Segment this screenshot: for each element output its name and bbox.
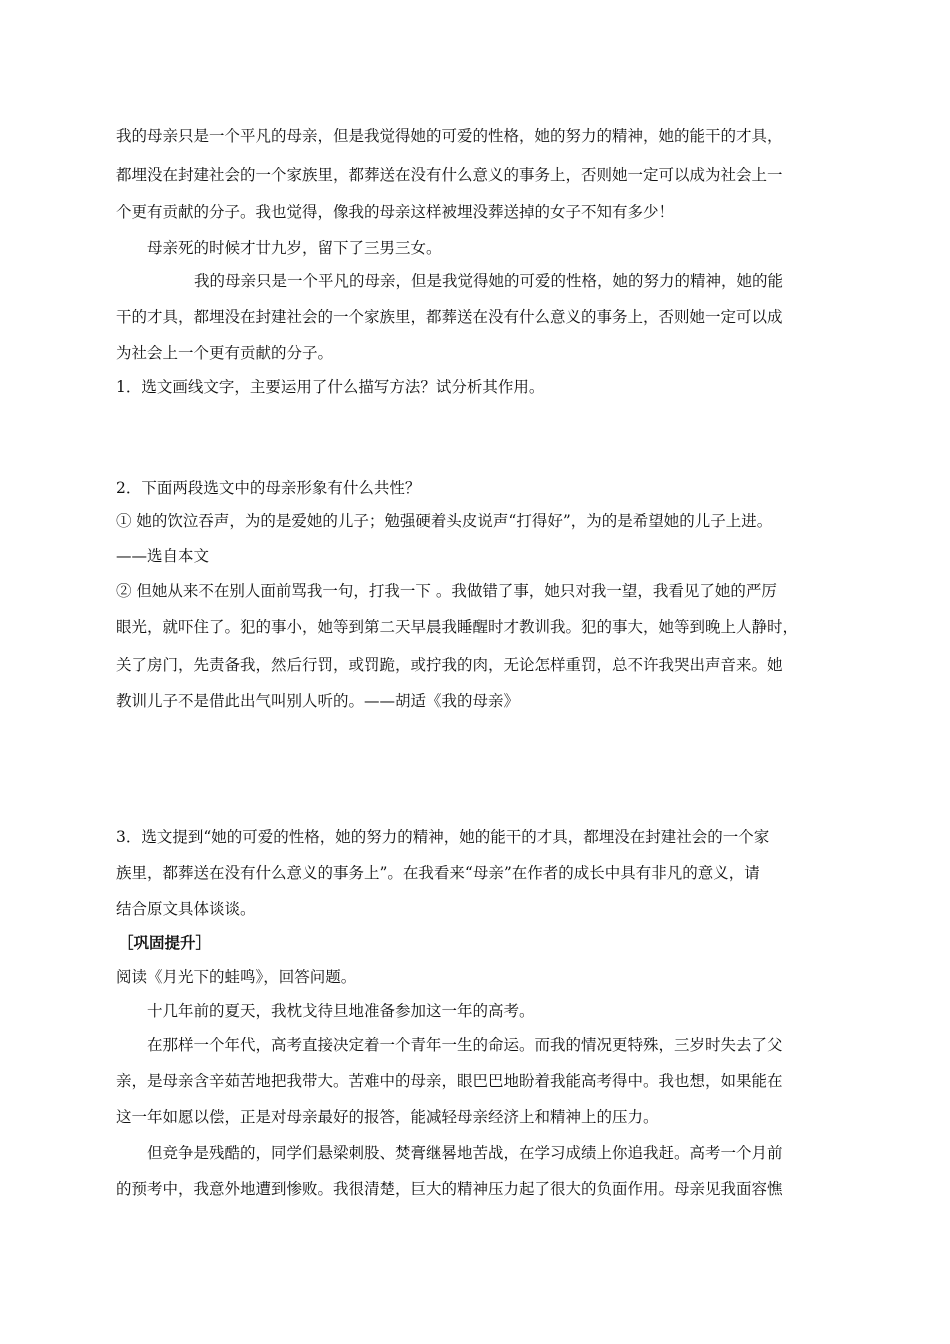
text-line: 关了房门，先责备我，然后行罚，或罚跪，或拧我的肉，无论怎样重罚，总不许我哭出声音来。她 — [116, 656, 783, 674]
text-line: 都埋没在封建社会的一个家族里，都葬送在没有什么意义的事务上，否则她一定可以成为社会上一 — [116, 166, 783, 184]
text-line: 结合原文具体谈谈。 — [116, 900, 256, 918]
text-line: 这一年如愿以偿，正是对母亲最好的报答，能减轻母亲经济上和精神上的压力。 — [116, 1108, 659, 1126]
text-line: 十几年前的夏天，我枕戈待旦地准备参加这一年的高考。 — [147, 1002, 535, 1020]
question-1: 1．选文画线文字，主要运用了什么描写方法？试分析其作用。 — [116, 378, 545, 396]
text-line: 我的母亲只是一个平凡的母亲，但是我觉得她的可爱的性格，她的努力的精神，她的能干的才具， — [116, 127, 783, 145]
text-line: ② 但她从来不在别人面前骂我一句，打我一下 。我做错了事，她只对我一望，我看见了她的严厉 — [116, 582, 777, 600]
section-heading: ［巩固提升］ — [118, 934, 212, 952]
text-line: 族里，都葬送在没有什么意义的事务上”。在我看来“母亲”在作者的成长中具有非凡的意义，请 — [116, 864, 760, 882]
text-line: 母亲死的时候才廿九岁，留下了三男三女。 — [147, 239, 442, 257]
question-3: 3．选文提到“她的可爱的性格，她的努力的精神，她的能干的才具，都埋没在封建社会的一个家 — [116, 828, 770, 846]
source-note: ——选自本文 — [116, 547, 210, 565]
text-line: 干的才具，都埋没在封建社会的一个家族里，都葬送在没有什么意义的事务上，否则她一定可以成 — [116, 308, 783, 326]
text-line: 阅读《月光下的蛙鸣》，回答问题。 — [116, 968, 357, 986]
text-line: 我的母亲只是一个平凡的母亲，但是我觉得她的可爱的性格，她的努力的精神，她的能 — [194, 272, 784, 290]
text-line: 教训儿子不是借此出气叫别人听的。——胡适《我的母亲》 — [116, 692, 520, 710]
text-line: 但竞争是残酷的，同学们悬梁刺股、焚膏继晷地苦战，在学习成绩上你追我赶。高考一个月前 — [147, 1144, 783, 1162]
text-line: 在那样一个年代，高考直接决定着一个青年一生的命运。而我的情况更特殊，三岁时失去了父 — [147, 1036, 783, 1054]
text-line: ① 她的饮泣吞声，为的是爱她的儿子；勉强硬着头皮说声“打得好”，为的是希望她的儿子上进。 — [116, 512, 773, 530]
text-line: 为社会上一个更有贡献的分子。 — [116, 344, 334, 362]
text-line: 的预考中，我意外地遭到惨败。我很清楚，巨大的精神压力起了很大的负面作用。母亲见我面容憔 — [116, 1180, 783, 1198]
text-line: 亲，是母亲含辛茹苦地把我带大。苦难中的母亲，眼巴巴地盼着我能高考得中。我也想，如果能在 — [116, 1072, 783, 1090]
question-2: 2．下面两段选文中的母亲形象有什么共性？ — [116, 479, 421, 497]
text-line: 个更有贡献的分子。我也觉得，像我的母亲这样被埋没葬送掉的女子不知有多少！ — [116, 203, 675, 221]
text-line: 眼光，就吓住了。犯的事小，她等到第二天早晨我睡醒时才教训我。犯的事大，她等到晚上人静时， — [116, 618, 799, 636]
